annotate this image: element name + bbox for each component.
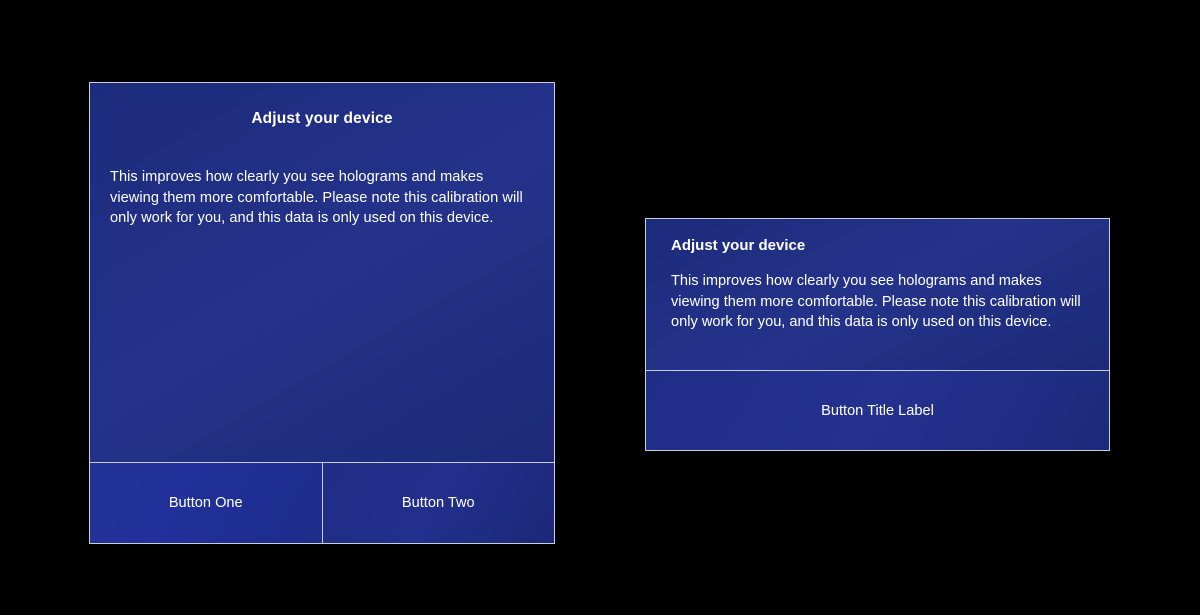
dialog-small-content — [646, 219, 1109, 371]
dialog-large-message: This improves how clearly you see holograms and makes viewing them more comfortable. Please note this calibration will only work for you, and this data is only used on this device. — [110, 169, 523, 226]
dialog-small-button-row — [646, 371, 1109, 450]
adjust-device-dialog-large — [89, 82, 555, 544]
adjust-device-dialog-small — [645, 218, 1110, 451]
dialog-large-title: Adjust your device — [251, 110, 393, 127]
dialog-small-title: Adjust your device — [671, 237, 806, 254]
dialog-large-button-row — [90, 463, 554, 543]
dialog-large-content — [90, 83, 554, 463]
button-two[interactable]: Button Two — [323, 463, 555, 543]
button-title-label[interactable]: Button Title Label — [646, 371, 1109, 450]
button-one[interactable]: Button One — [90, 463, 323, 543]
dialog-small-message: This improves how clearly you see holograms and makes viewing them more comfortable. Please note this calibration will only work for you, and this data is only used on this device. — [671, 273, 1081, 330]
